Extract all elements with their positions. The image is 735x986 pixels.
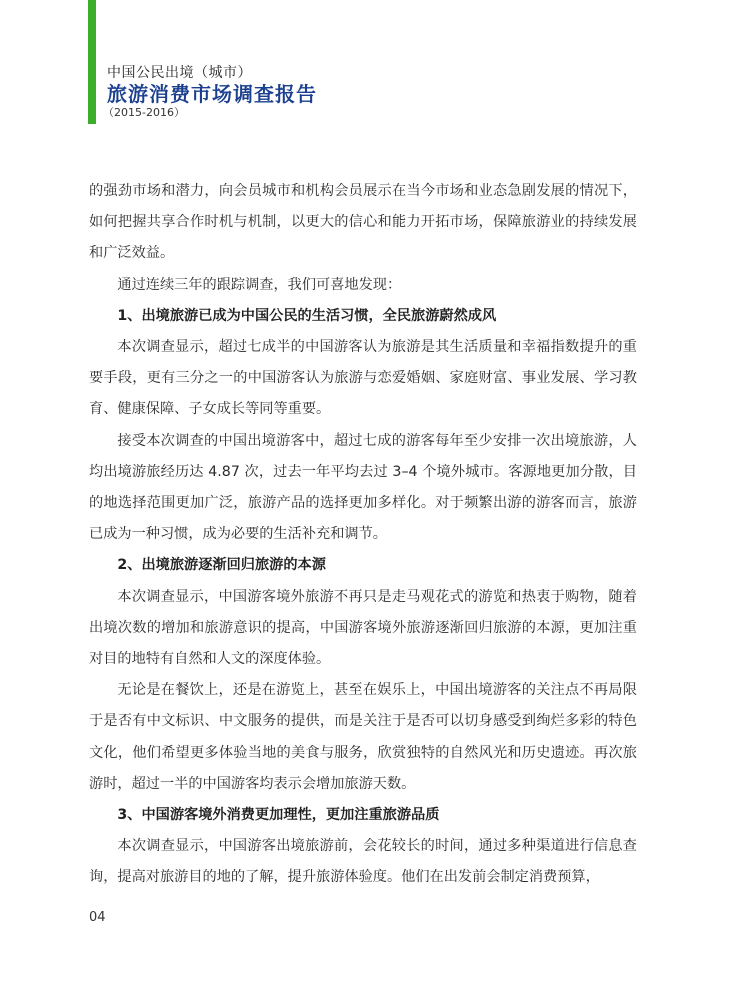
report-years: （2015-2016）	[103, 106, 185, 119]
report-header	[103, 64, 317, 120]
paragraph-section-2b: 无论是在餐饮上，还是在游览上，甚至在娱乐上，中国出境游客的关注点不再局限于是否有中文标识、中文服务的提供，而是关注于是否可以切身感受到绚烂多彩的特色文化，他们希望更多体验当地的美食与服务，欣赏独特的自然风光和历史遗迹。再次旅游时，超过一半的中国游客均表示会增加旅游天数。	[89, 682, 637, 792]
paragraph-findings-lead: 通过连续三年的跟踪调查，我们可喜地发现：	[117, 276, 402, 293]
section-heading-3: 3、中国游客境外消费更加理性，更加注重旅游品质	[117, 807, 440, 824]
section-heading-2: 2、出境旅游逐渐回归旅游的本源	[117, 557, 326, 574]
paragraph-section-1a: 本次调查显示，超过七成半的中国游客认为旅游是其生活质量和幸福指数提升的重要手段，更有三分之一的中国游客认为旅游与恋爱婚姻、家庭财富、事业发展、学习教育、健康保障、子女成长等同等重要。	[89, 339, 637, 418]
report-title: 旅游消费市场调查报告	[107, 82, 317, 106]
paragraph-section-2a: 本次调查显示，中国游客境外旅游不再只是走马观花式的游览和热衷于购物，随着出境次数的增加和旅游意识的提高，中国游客境外旅游逐渐回归旅游的本源，更加注重对目的地特有自然和人文的深度体验。	[89, 588, 637, 668]
paragraph-section-1b: 接受本次调查的中国出境游客中，超过七成的游客每年至少安排一次出境旅游，人均出境游旅经历达 4.87 次，过去一年平均去过 3–4 个境外城市。客源地更加分散，目的地选择范围更加广泛，旅游产品的选择更加多样化。对于频繁出游的游客而言，旅游已成为一种习惯，成为必要的生活补充和调节。	[89, 432, 637, 543]
section-heading-1: 1、出境旅游已成为中国公民的生活习惯，全民旅游蔚然成风	[117, 307, 497, 324]
paragraph-intro-continued: 的强劲市场和潜力，向会员城市和机构会员展示在当今市场和业态急剧发展的情况下，如何把握共享合作时机与机制，以更大的信心和能力开拓市场，保障旅游业的持续发展和广泛效益。	[89, 183, 637, 262]
accent-bar	[88, 0, 96, 124]
page-number: 04	[89, 910, 106, 925]
report-subtitle: 中国公民出境（城市）	[107, 65, 252, 81]
paragraph-section-3a: 本次调查显示，中国游客出境旅游前，会花较长的时间，通过多种渠道进行信息查询，提高对旅游目的地的了解，提升旅游体验度。他们在出发前会制定消费预算，	[89, 838, 637, 886]
body-text	[89, 176, 637, 894]
